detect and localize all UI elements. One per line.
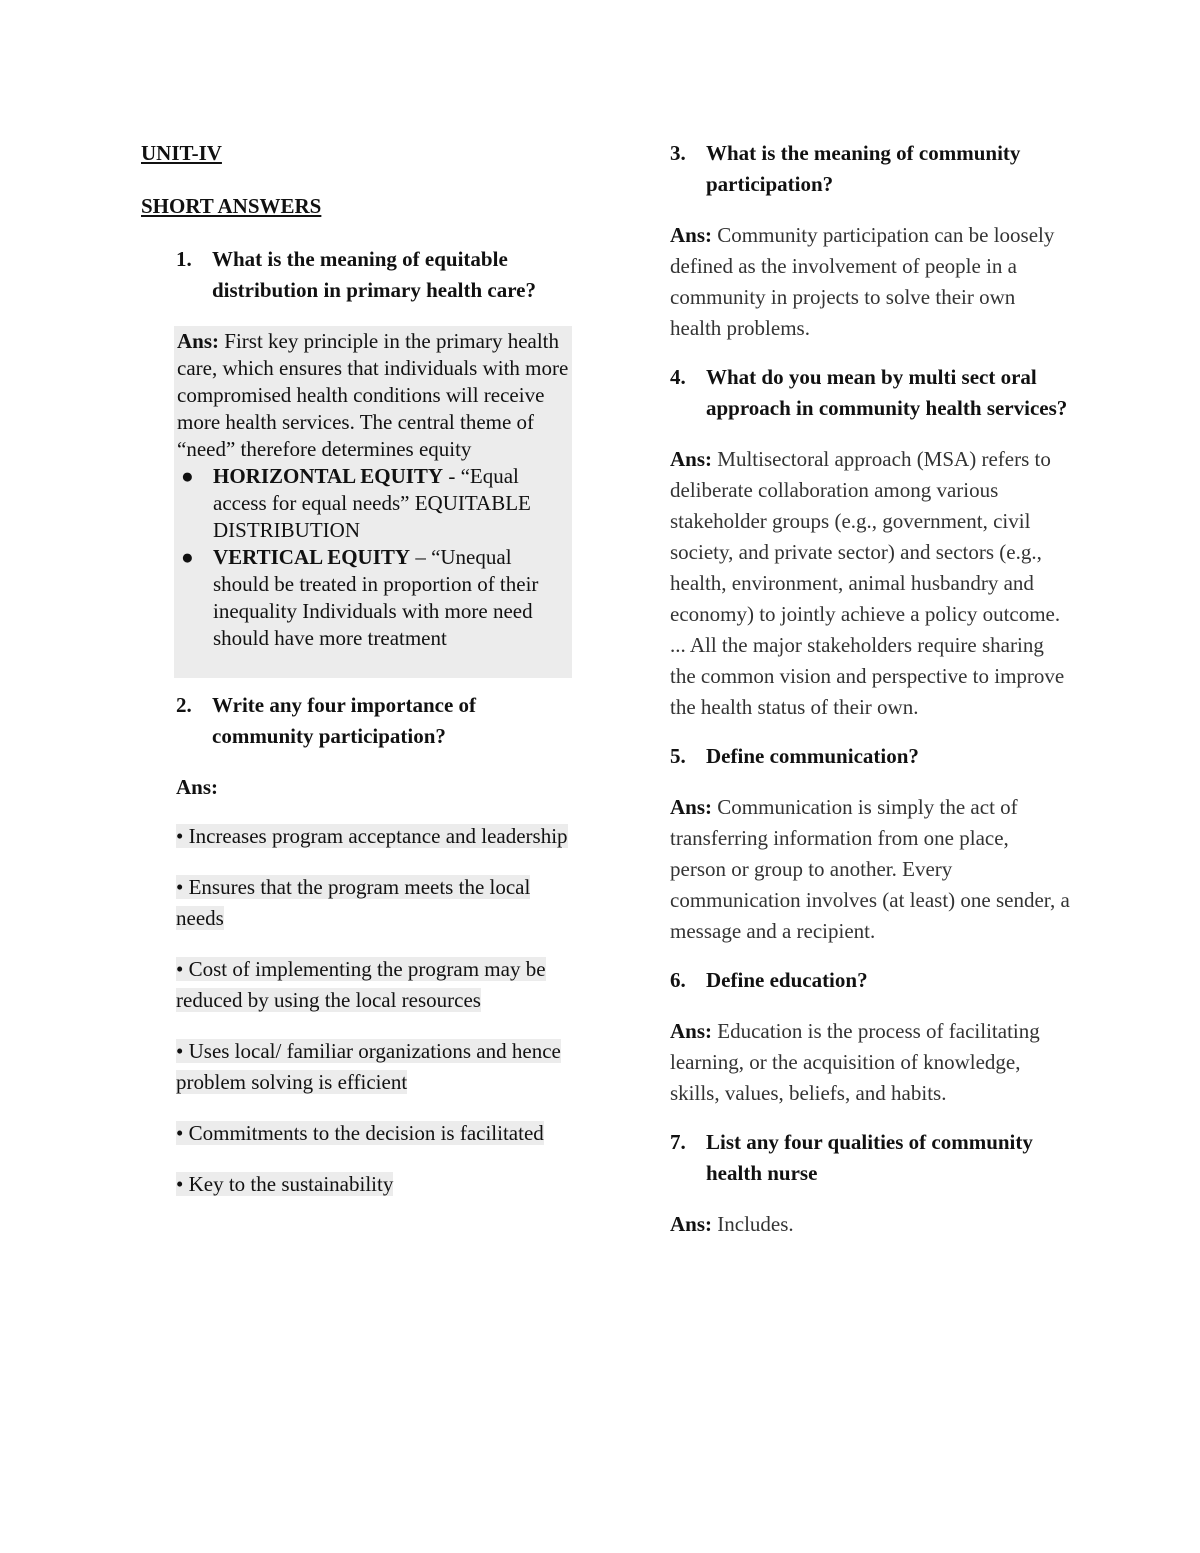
- equity-list: [177, 463, 572, 652]
- importance-item: • Key to the sustainability: [176, 1172, 394, 1196]
- bullet-bold: HORIZONTAL EQUITY: [213, 464, 444, 488]
- bullet-bold: VERTICAL EQUITY: [213, 545, 411, 569]
- answer-1-text: [177, 328, 572, 463]
- bullet-text: – “Unequal should be treated in proportion of their inequality Individuals with more need should have more treatment: [213, 545, 539, 650]
- unit-title: UNIT-IV: [141, 141, 222, 165]
- question-number: 4.: [670, 365, 686, 389]
- answer-1-box: [174, 326, 572, 678]
- importance-item: • Cost of implementing the program may be reduced by using the local resources: [176, 957, 546, 1012]
- answer-7: [670, 1209, 1070, 1240]
- list-item: [176, 872, 581, 934]
- left-column: [141, 138, 581, 1220]
- answer-label: Ans:: [670, 1019, 713, 1043]
- list-item: [176, 954, 581, 1016]
- answer-body: Communication is simply the act of transferring information from one place, person or group to another. Every communication involves (at least) one sender, a message and a recipient.: [670, 795, 1070, 943]
- answer-6: [670, 1016, 1070, 1109]
- answer-label: Ans:: [670, 795, 713, 819]
- question-5: [670, 741, 1070, 772]
- question-number: 6.: [670, 968, 686, 992]
- question-2: [176, 690, 581, 752]
- question-1: [176, 244, 581, 306]
- list-item: [177, 463, 572, 544]
- answer-4: [670, 444, 1070, 723]
- list-item: [177, 544, 572, 652]
- list-item: [176, 1118, 581, 1149]
- importance-item: • Uses local/ familiar organizations and hence problem solving is efficient: [176, 1039, 561, 1094]
- question-number: 5.: [670, 744, 686, 768]
- question-number: 2.: [176, 693, 192, 717]
- question-7: [670, 1127, 1070, 1189]
- answer-label: Ans:: [177, 329, 220, 353]
- question-3: [670, 138, 1070, 200]
- answer-body: Includes.: [712, 1212, 794, 1236]
- importance-item: • Ensures that the program meets the local needs: [176, 875, 531, 930]
- question-4: [670, 362, 1070, 424]
- bullet-text: - “Equal access for equal needs” EQUITABLE DISTRIBUTION: [213, 464, 531, 542]
- list-item: [176, 1036, 581, 1098]
- importance-item: • Increases program acceptance and leadership: [176, 824, 568, 848]
- question-text: What is the meaning of community participation?: [706, 141, 1021, 196]
- question-number: 1.: [176, 247, 192, 271]
- right-column: [670, 138, 1070, 1258]
- bullet-icon: ●: [181, 545, 194, 569]
- importance-item: • Commitments to the decision is facilitated: [176, 1121, 544, 1145]
- answer-body: First key principle in the primary health care, which ensures that individuals with more compromised health conditions will receive more health services. The central theme of “need” therefore determines equity: [177, 329, 569, 461]
- question-6: [670, 965, 1070, 996]
- question-text: What is the meaning of equitable distribution in primary health care?: [212, 247, 536, 302]
- answer-label: Ans:: [670, 447, 713, 471]
- answer-body: Education is the process of facilitating learning, or the acquisition of knowledge, skills, values, beliefs, and habits.: [670, 1019, 1040, 1105]
- bullet-icon: ●: [181, 464, 194, 488]
- answer-5: [670, 792, 1070, 947]
- question-text: Define education?: [706, 968, 868, 992]
- question-text: What do you mean by multi sect oral approach in community health services?: [706, 365, 1068, 420]
- answer-2-label: Ans:: [176, 775, 219, 799]
- answer-label: Ans:: [670, 1212, 713, 1236]
- answer-body: Multisectoral approach (MSA) refers to deliberate collaboration among various stakeholder groups (e.g., government, civil society, and private sector) and sectors (e.g., health, environment, animal husbandry and economy) to jointly achieve a policy outcome. ... All the major stakeholders require sharing the common vision and perspective to improve the health status of their own.: [670, 447, 1065, 719]
- question-number: 7.: [670, 1130, 686, 1154]
- answer-3: [670, 220, 1070, 344]
- question-number: 3.: [670, 141, 686, 165]
- question-text: Define communication?: [706, 744, 919, 768]
- question-text: List any four qualities of community health nurse: [706, 1130, 1033, 1185]
- list-item: [176, 1169, 581, 1200]
- answer-label: Ans:: [670, 223, 713, 247]
- answer-body: Community participation can be loosely defined as the involvement of people in a community in projects to solve their own health problems.: [670, 223, 1055, 340]
- section-title: SHORT ANSWERS: [141, 194, 322, 218]
- question-text: Write any four importance of community participation?: [212, 693, 477, 748]
- list-item: [176, 821, 581, 852]
